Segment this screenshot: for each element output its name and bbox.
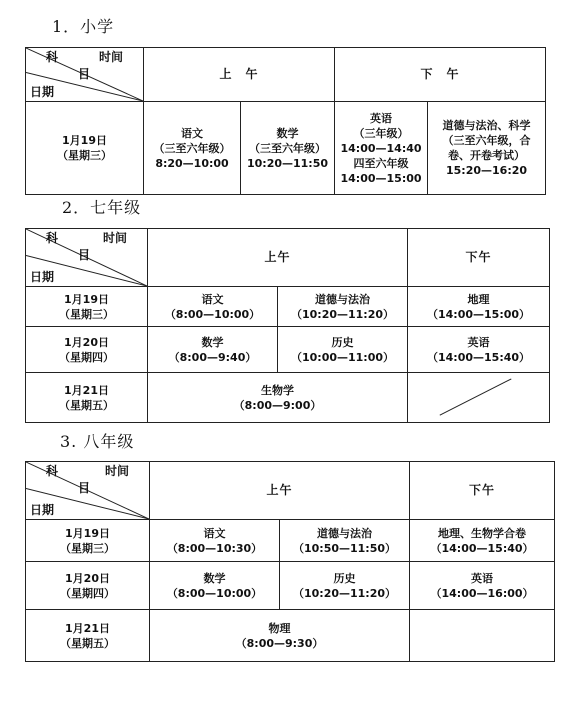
exam-cell-english xyxy=(335,102,428,195)
exam-cell xyxy=(410,562,555,610)
afternoon-header: 下午 xyxy=(408,229,550,287)
exam-time: 15:20—16:20 xyxy=(446,164,528,177)
weekday-text: （星期五） xyxy=(60,636,115,650)
weekday-text: （星期三） xyxy=(60,541,115,555)
exam-time: （8:00—10:00） xyxy=(164,307,261,321)
time-label: 时间 xyxy=(98,50,123,64)
morning-header: 上 午 xyxy=(144,48,335,102)
grade7-schedule-table xyxy=(25,228,550,423)
date-cell xyxy=(26,520,150,562)
subject-name: 历史 xyxy=(333,571,356,585)
date-text: 1月21日 xyxy=(65,621,110,635)
date-text: 1月21日 xyxy=(64,383,109,397)
exam-cell xyxy=(278,287,408,327)
subject-name: 道德与法治 xyxy=(317,526,372,540)
exam-time: （10:00—11:00） xyxy=(290,350,395,364)
date-text: 1月19日 xyxy=(62,134,107,147)
grade8-heading: 3. 八年级 xyxy=(60,432,135,451)
subject-label: 科 xyxy=(46,231,59,245)
subject-name: 数学 xyxy=(276,126,299,140)
exam-time: （10:20—11:20） xyxy=(292,586,397,600)
primary-heading: 1．小学 xyxy=(52,17,115,36)
date-text: 1月20日 xyxy=(65,571,110,585)
date-text: 1月19日 xyxy=(64,292,109,306)
exam-time: （14:00—15:00） xyxy=(427,307,531,321)
exam-cell xyxy=(280,562,410,610)
exam-time: （14:00—16:00） xyxy=(430,586,534,600)
exam-time: 8:20—10:00 xyxy=(155,156,229,170)
exam-cell-chinese xyxy=(144,102,241,195)
item-label: 目 xyxy=(78,67,91,81)
exam-cell-math xyxy=(241,102,335,195)
subject-name: 数学 xyxy=(201,335,224,349)
exam-note: 卷、开卷考试） xyxy=(448,149,526,162)
exam-time: （8:00—10:30） xyxy=(166,541,263,555)
grade7-heading: 2．七年级 xyxy=(62,198,142,217)
subject-name: 地理、生物学合卷 xyxy=(438,526,527,540)
date-cell xyxy=(26,373,148,423)
exam-cell xyxy=(150,610,410,662)
subject-name: 物理 xyxy=(268,621,291,635)
morning-header: 上午 xyxy=(148,229,408,287)
subject-name: 道德与法治 xyxy=(315,292,370,306)
exam-cell-morality-science xyxy=(428,102,546,195)
subject-label: 科 xyxy=(46,50,59,64)
exam-cell xyxy=(148,373,408,423)
weekday-text: （星期四） xyxy=(60,586,115,600)
grade8-schedule-table xyxy=(25,461,555,662)
exam-time: （8:00—10:00） xyxy=(166,586,263,600)
exam-cell xyxy=(150,562,280,610)
weekday-text: （星期五） xyxy=(59,398,114,412)
subject-name: 语文 xyxy=(181,126,203,140)
date-label: 日期 xyxy=(30,270,55,284)
date-label: 日期 xyxy=(30,503,55,517)
exam-time: （10:50—11:50） xyxy=(292,541,397,555)
exam-cell xyxy=(280,520,410,562)
date-cell xyxy=(26,610,150,662)
item-label: 目 xyxy=(78,248,91,262)
grade-range: （三至六年级） xyxy=(249,141,326,155)
subject-name: 英语 xyxy=(370,111,393,125)
header-diagonal-cell xyxy=(26,48,144,102)
exam-time: 14:00—14:40 xyxy=(340,141,422,155)
subject-name: 英语 xyxy=(471,571,494,585)
weekday-text: （星期四） xyxy=(59,350,114,364)
empty-cell xyxy=(410,610,555,662)
time-label: 时间 xyxy=(102,231,127,245)
exam-time: （8:00—9:40） xyxy=(168,350,257,364)
time-label: 时间 xyxy=(104,464,129,478)
exam-time: （14:00—15:40） xyxy=(427,350,531,364)
afternoon-header: 下午 xyxy=(410,462,555,520)
exam-cell xyxy=(150,520,280,562)
subject-name: 语文 xyxy=(201,292,224,306)
subject-name: 语文 xyxy=(203,526,226,540)
exam-time: （10:20—11:20） xyxy=(290,307,395,321)
subject-name: 数学 xyxy=(203,571,226,585)
header-diagonal-cell xyxy=(26,462,150,520)
date-cell xyxy=(26,562,150,610)
item-label: 目 xyxy=(78,481,91,495)
subject-name: 道德与法治、科学 xyxy=(442,119,531,132)
grade-range: （三至六年级，合 xyxy=(442,134,531,147)
exam-cell xyxy=(408,327,550,373)
exam-cell xyxy=(278,327,408,373)
grade-range: 四至六年级 xyxy=(353,156,409,170)
date-cell xyxy=(26,327,148,373)
primary-schedule-table xyxy=(25,47,546,195)
subject-name: 英语 xyxy=(467,335,490,349)
grade-range: （三至六年级） xyxy=(153,141,231,155)
exam-cell xyxy=(410,520,555,562)
weekday-text: （星期三） xyxy=(57,149,112,162)
subject-name: 地理 xyxy=(467,292,490,306)
morning-header: 上午 xyxy=(150,462,410,520)
date-cell xyxy=(26,102,144,195)
exam-time: （8:00—9:00） xyxy=(233,398,322,412)
empty-slash-cell xyxy=(408,373,550,423)
date-text: 1月19日 xyxy=(65,526,110,540)
exam-time: 10:20—11:50 xyxy=(246,156,329,170)
subject-name: 生物学 xyxy=(261,383,294,397)
date-label: 日期 xyxy=(30,85,55,99)
subject-name: 历史 xyxy=(331,335,354,349)
weekday-text: （星期三） xyxy=(59,307,114,321)
exam-time: （14:00—15:40） xyxy=(430,541,534,555)
exam-time: 14:00—15:00 xyxy=(340,171,422,185)
date-text: 1月20日 xyxy=(64,335,109,349)
grade-range: （三年级） xyxy=(353,126,409,140)
exam-time: （8:00—9:30） xyxy=(235,636,324,650)
subject-label: 科 xyxy=(46,464,59,478)
afternoon-header: 下 午 xyxy=(335,48,546,102)
date-cell xyxy=(26,287,148,327)
exam-cell xyxy=(148,327,278,373)
exam-cell xyxy=(148,287,278,327)
exam-cell xyxy=(408,287,550,327)
header-diagonal-cell xyxy=(26,229,148,287)
